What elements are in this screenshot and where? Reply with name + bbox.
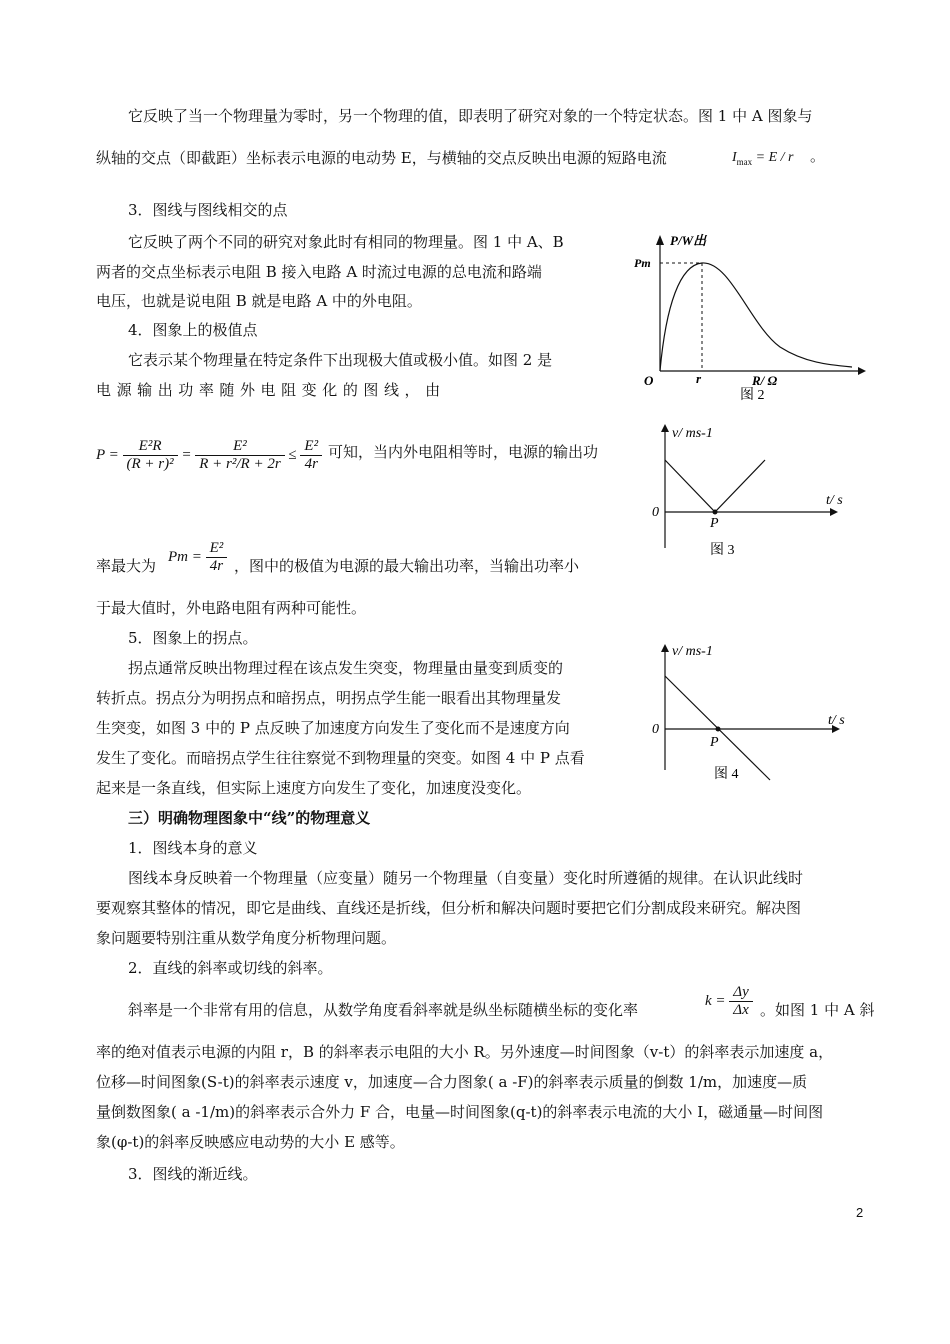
paragraph-line: 率的绝对值表示电源的内阻 r，B 的斜率表示电阻的大小 R。另外速度—时间图象（v-t）的斜率表示加速度 a，	[96, 1043, 834, 1061]
fig3-xlabel: t/ s	[826, 493, 843, 508]
power-formula: P = $\frac{\text{E²R}}{\text{(R + r)²}}$ = $\frac{\text{E²}}{\text{R + r²/R + 2r}}$ ≤ $\frac{\text{E²}}{4r}$	[96, 438, 322, 473]
paragraph-line: 斜率是一个非常有用的信息，从数学角度看斜率就是纵坐标随横坐标的变化率	[128, 1001, 639, 1019]
paragraph-line: 两者的交点坐标表示电阻 B 接入电路 A 时流过电源的总电流和路端	[96, 263, 542, 281]
paragraph-line: 它表示某个物理量在特定条件下出现极大值或极小值。如图 2 是	[128, 351, 553, 369]
paragraph-line: 图线本身反映着一个物理量（应变量）随另一个物理量（自变量）变化时所遵循的规律。在认识此线时	[128, 869, 804, 887]
paragraph-line: 于最大值时，外电路电阻有两种可能性。	[96, 599, 367, 617]
fig3-origin: 0	[652, 505, 659, 520]
paragraph-line: 生突变，如图 3 中的 P 点反映了加速度方向发生了变化而不是速度方向	[96, 719, 570, 737]
fig4-ylabel: v/ ms-1	[672, 644, 713, 659]
paragraph-line: 它反映了两个不同的研究对象此时有相同的物理量。图 1 中 A、B	[128, 233, 564, 251]
paragraph-line: 转折点。拐点分为明拐点和暗拐点，明拐点学生能一眼看出其物理量发	[96, 689, 562, 707]
fig3-ylabel: v/ ms-1	[672, 426, 713, 441]
fig2-origin: O	[644, 373, 654, 388]
section-heading: 5．图象上的拐点。	[128, 629, 258, 647]
fig4-caption: 图 4	[714, 767, 739, 782]
paragraph-line: 。如图 1 中 A 斜	[760, 1001, 875, 1019]
paragraph-line: 电 源 输 出 功 率 随 外 电 阻 变 化 的 图 线 ， 由	[96, 381, 441, 399]
paragraph-line: 电压，也就是说电阻 B 就是电路 A 中的外电阻。	[96, 292, 422, 310]
paragraph-line: 发生了变化。而暗拐点学生往往察觉不到物理量的突变。如图 4 中 P 点看	[96, 749, 585, 767]
fig3-p-label: P	[710, 516, 719, 531]
paragraph-line: 拐点通常反映出物理过程在该点发生突变，物理量由量变到质变的	[128, 659, 564, 677]
fig3-caption: 图 3	[710, 543, 735, 558]
fig4-xlabel: t/ s	[828, 713, 845, 728]
figure-2-power-curve	[630, 225, 870, 405]
paragraph-line: 它反映了当一个物理量为零时，另一个物理的值，即表明了研究对象的一个特定状态。图 1 中 A 图象与	[128, 107, 813, 125]
slope-formula: k = $\frac{\Delta y}{\Delta x}$	[705, 984, 753, 1019]
chapter-heading: 三）明确物理图象中“线”的物理意义	[128, 809, 371, 827]
fig2-r-label: r	[696, 371, 702, 386]
paragraph-line: 可知，当内外电阻相等时，电源的输出功	[328, 443, 599, 461]
section-heading: 2．直线的斜率或切线的斜率。	[128, 959, 333, 977]
formula-imax: $I_{max} = E / r$	[732, 150, 794, 167]
section-heading: 3．图线与图线相交的点	[128, 201, 288, 219]
fig2-pm-label: Pm	[634, 256, 651, 270]
fig2-ylabel: P/W出	[670, 233, 707, 248]
paragraph-line: 起来是一条直线，但实际上速度方向发生了变化，加速度没变化。	[96, 779, 532, 797]
paragraph-line: 位移—时间图象(S-t)的斜率表示速度 v，加速度—合力图象( a -F)的斜率表示质量的倒数 1/m，加速度—质	[96, 1073, 808, 1091]
fig2-caption: 图 2	[740, 388, 765, 403]
page-number: 2	[856, 1205, 864, 1220]
figure-4-v-t-graph	[640, 640, 870, 785]
section-heading: 1．图线本身的意义	[128, 839, 258, 857]
fig4-p-label: P	[710, 735, 719, 750]
fig4-origin: 0	[652, 722, 659, 737]
paragraph-line: ，图中的极值为电源的最大输出功率，当输出功率小	[234, 557, 580, 575]
paragraph-line: 要观察其整体的情况，即它是曲线、直线还是折线，但分析和解决问题时要把它们分割成段来研究。解决图	[96, 899, 802, 917]
paragraph-line: 率最大为	[96, 557, 157, 575]
period: 。	[810, 147, 826, 165]
paragraph-line: 纵轴的交点（即截距）坐标表示电源的电动势 E，与横轴的交点反映出电源的短路电流	[96, 149, 667, 167]
figure-3-v-t-graph	[640, 420, 870, 565]
paragraph-line: 象(φ-t)的斜率反映感应电动势的大小 E 感等。	[96, 1133, 405, 1151]
paragraph-line: 量倒数图象( a -1/m)的斜率表示合外力 F 合，电量—时间图象(q-t)的斜率表示电流的大小 I，磁通量—时间图	[96, 1103, 824, 1121]
fig2-xlabel: R/ Ω	[752, 373, 778, 388]
paragraph-line: 象问题要特别注重从数学角度分析物理问题。	[96, 929, 397, 947]
pm-formula: Pm = $\frac{\text{E²}}{4r}$	[168, 540, 227, 575]
section-heading: 3．图线的渐近线。	[128, 1165, 258, 1183]
section-heading: 4．图象上的极值点	[128, 321, 258, 339]
